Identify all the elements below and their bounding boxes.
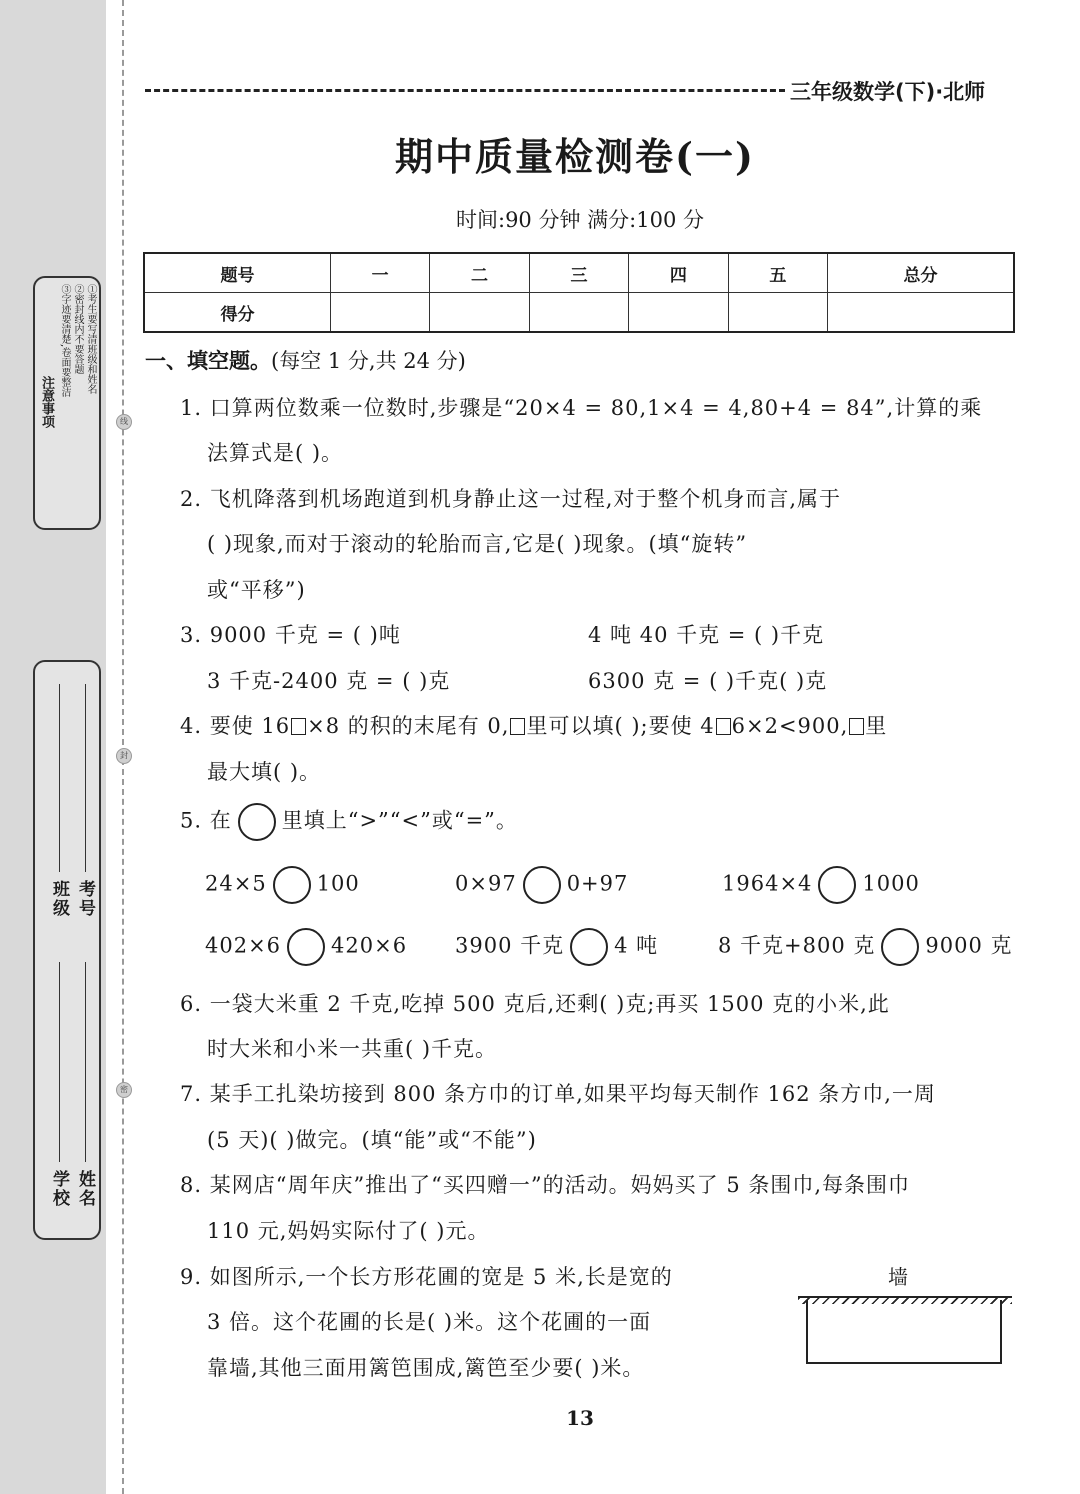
school-input-line[interactable] bbox=[59, 962, 60, 1162]
student-info-box bbox=[33, 660, 101, 1240]
score-cell[interactable] bbox=[330, 293, 429, 333]
garden-rectangle bbox=[806, 1300, 1002, 1364]
header-dashed-rule bbox=[145, 89, 785, 92]
seal-mark: 线 bbox=[116, 414, 132, 430]
answer-circle[interactable] bbox=[523, 866, 561, 904]
q7-line2: (5 天)( )做完。(填“能”或“不能”) bbox=[207, 1128, 537, 1152]
q4-line2: 最大填( )。 bbox=[207, 760, 322, 784]
q6-line2: 时大米和小米一共重( )千克。 bbox=[207, 1037, 498, 1061]
name-label: 姓名 bbox=[75, 1170, 95, 1208]
score-cell[interactable] bbox=[629, 293, 728, 333]
q5-text: 5. 在 bbox=[180, 808, 232, 833]
q4-text: ×8 的积的末尾有 0, bbox=[307, 714, 510, 738]
q5-compare-item bbox=[205, 928, 407, 966]
score-cell[interactable] bbox=[828, 293, 1014, 333]
score-header-cell: 二 bbox=[430, 253, 529, 293]
answer-circle[interactable] bbox=[570, 928, 608, 966]
answer-circle[interactable] bbox=[818, 866, 856, 904]
time-score: 时间:90 分钟 满分:100 分 bbox=[456, 208, 704, 232]
q5-compare-item bbox=[455, 928, 658, 966]
compare-left: 0×97 bbox=[455, 871, 517, 896]
q8-line1: 8. 某网店“周年庆”推出了“买四赠一”的活动。妈妈买了 5 条围巾,每条围巾 bbox=[180, 1173, 911, 1197]
q4-text: 里 bbox=[865, 714, 888, 738]
q9-line1: 9. 如图所示,一个长方形花圃的宽是 5 米,长是宽的 bbox=[180, 1265, 673, 1289]
q5-text: 里填上“>”“<”或“=”。 bbox=[281, 808, 518, 833]
section-note: (每空 1 分,共 24 分) bbox=[271, 349, 466, 373]
name-input-line[interactable] bbox=[85, 962, 86, 1162]
exam-title: 期中质量检测卷(一) bbox=[395, 134, 755, 179]
exam-no-label: 考号 bbox=[75, 880, 95, 918]
class-input-line[interactable] bbox=[59, 684, 60, 872]
notice-line: ②密封线内不要答题 bbox=[72, 284, 83, 374]
q5-compare-item bbox=[718, 928, 1013, 966]
score-table bbox=[143, 252, 1015, 333]
q4-line1 bbox=[180, 710, 887, 740]
q6-line1: 6. 一袋大米重 2 千克,吃掉 500 克后,还剩( )克;再买 1500 克的小米,此 bbox=[180, 992, 890, 1016]
score-row bbox=[144, 293, 1014, 333]
compare-left: 24×5 bbox=[205, 871, 267, 896]
score-header-row bbox=[144, 253, 1014, 293]
q5-line bbox=[180, 803, 518, 841]
q9-line2: 3 倍。这个花圃的长是( )米。这个花圃的一面 bbox=[207, 1310, 652, 1334]
blank-square-icon bbox=[510, 718, 525, 735]
q3-item1: 3. 9000 千克 = ( )吨 bbox=[180, 623, 401, 647]
q5-compare-item bbox=[205, 866, 360, 904]
notice-box bbox=[33, 276, 101, 530]
compare-left: 1964×4 bbox=[722, 871, 813, 896]
q2-line3: 或“平移”) bbox=[207, 578, 306, 602]
q7-line1: 7. 某手工扎染坊接到 800 条方巾的订单,如果平均每天制作 162 条方巾,一周 bbox=[180, 1082, 936, 1106]
score-header-cell: 总分 bbox=[828, 253, 1014, 293]
compare-left: 402×6 bbox=[205, 933, 282, 958]
notice-lines bbox=[55, 284, 97, 520]
q3-item4: 6300 克 = ( )千克( )克 bbox=[588, 669, 828, 693]
score-header-cell: 四 bbox=[629, 253, 728, 293]
wall-label: 墙 bbox=[888, 1265, 908, 1289]
page-number: 13 bbox=[566, 1406, 594, 1430]
school-label: 学校 bbox=[49, 1170, 69, 1208]
q2-line2: ( )现象,而对于滚动的轮胎而言,它是( )现象。(填“旋转” bbox=[207, 532, 748, 556]
q4-text: 4. 要使 16 bbox=[180, 714, 291, 738]
notice-title: 注意事项 bbox=[39, 376, 54, 428]
score-header-cell: 一 bbox=[330, 253, 429, 293]
class-label: 班级 bbox=[49, 880, 69, 918]
compare-circle-icon bbox=[238, 803, 276, 841]
q4-text: 里可以填( );要使 4 bbox=[526, 714, 715, 738]
compare-left: 8 千克+800 克 bbox=[718, 933, 876, 958]
compare-right: 0+97 bbox=[566, 871, 629, 896]
q1-line1: 1. 口算两位数乘一位数时,步骤是“20×4 = 80,1×4 = 4,80+4 = 84”,计算的乘 bbox=[180, 396, 983, 420]
section-title: 一、填空题。 bbox=[145, 349, 271, 373]
compare-right: 9000 克 bbox=[925, 933, 1013, 958]
answer-circle[interactable] bbox=[287, 928, 325, 966]
compare-right: 100 bbox=[316, 871, 360, 896]
q5-compare-item bbox=[455, 866, 628, 904]
compare-left: 3900 千克 bbox=[455, 933, 565, 958]
notice-line: ①考生要写清班级和姓名 bbox=[85, 284, 96, 394]
section-heading bbox=[145, 345, 466, 375]
q3-item2: 4 吨 40 千克 = ( )千克 bbox=[588, 623, 825, 647]
compare-right: 1000 bbox=[862, 871, 920, 896]
score-row-label: 得分 bbox=[144, 293, 330, 333]
q9-line3: 靠墙,其他三面用篱笆围成,篱笆至少要( )米。 bbox=[207, 1356, 645, 1380]
score-header-cell: 题号 bbox=[144, 253, 330, 293]
answer-circle[interactable] bbox=[273, 866, 311, 904]
q4-text: 6×2<900, bbox=[731, 714, 849, 738]
compare-right: 420×6 bbox=[331, 933, 408, 958]
notice-line: ③字迹要清楚,卷面要整洁 bbox=[59, 284, 70, 398]
score-cell[interactable] bbox=[529, 293, 628, 333]
answer-circle[interactable] bbox=[881, 928, 919, 966]
exam-no-input-line[interactable] bbox=[85, 684, 86, 872]
score-header-cell: 三 bbox=[529, 253, 628, 293]
seal-mark: 密 bbox=[116, 1082, 132, 1098]
blank-square-icon bbox=[291, 718, 306, 735]
blank-square-icon bbox=[716, 718, 731, 735]
compare-right: 4 吨 bbox=[614, 933, 659, 958]
score-cell[interactable] bbox=[728, 293, 827, 333]
score-header-cell: 五 bbox=[728, 253, 827, 293]
q1-line2: 法算式是( )。 bbox=[207, 441, 344, 465]
q5-compare-item bbox=[722, 866, 920, 904]
seal-mark: 封 bbox=[116, 748, 132, 764]
q2-line1: 2. 飞机降落到机场跑道到机身静止这一过程,对于整个机身而言,属于 bbox=[180, 487, 842, 511]
blank-square-icon bbox=[849, 718, 864, 735]
q8-line2: 110 元,妈妈实际付了( )元。 bbox=[207, 1219, 490, 1243]
q3-item3: 3 千克-2400 克 = ( )克 bbox=[207, 669, 451, 693]
book-label: 三年级数学(下)·北师 bbox=[790, 80, 986, 104]
score-cell[interactable] bbox=[430, 293, 529, 333]
